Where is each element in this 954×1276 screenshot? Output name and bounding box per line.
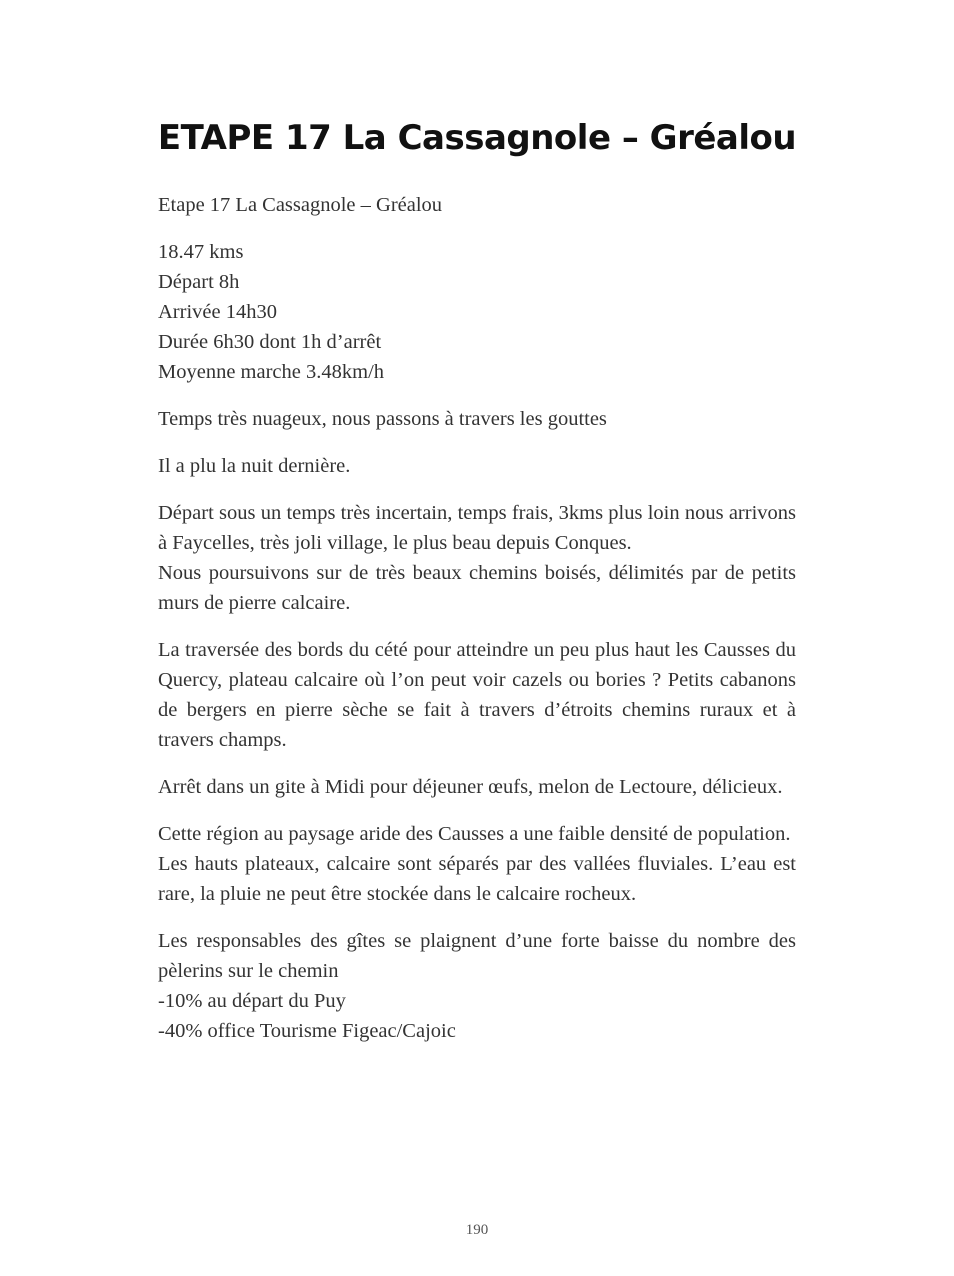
departure-text: Départ sous un temps très incertain, temps frais, 3kms plus loin nous arrivons à Faycelles, très joli village, le plus beau depuis Conques.: [158, 502, 796, 554]
rain-paragraph: Il a plu la nuit dernière.: [158, 455, 351, 477]
region-paragraph: [158, 819, 796, 909]
stats-paragraph: [158, 237, 796, 387]
woods-text: Nous poursuivons sur de très beaux chemins boisés, délimités par de petits murs de pierre calcaire.: [158, 562, 796, 614]
pilgrims-paragraph: [158, 926, 796, 1046]
stat-departure: Départ 8h: [158, 271, 240, 293]
lunch-paragraph: Arrêt dans un gite à Midi pour déjeuner œufs, melon de Lectoure, délicieux.: [158, 776, 783, 798]
pilgrims-text: Les responsables des gîtes se plaignent d’une forte baisse du nombre des pèlerins sur le chemin: [158, 930, 796, 982]
weather-paragraph: Temps très nuageux, nous passons à travers les gouttes: [158, 408, 607, 430]
stat-average-speed: Moyenne marche 3.48km/h: [158, 361, 385, 383]
stat-distance: 18.47 kms: [158, 241, 244, 263]
page-number: 190: [465, 1222, 489, 1238]
pilgrims-stat-figeac: -40% office Tourisme Figeac/Cajoic: [158, 1020, 456, 1042]
stat-arrival: Arrivée 14h30: [158, 301, 277, 323]
plateaus-text: Les hauts plateaux, calcaire sont séparés par des vallées fluviales. L’eau est rare, la pluie ne peut être stockée dans le calcaire rocheux.: [158, 853, 796, 905]
stat-duration: Durée 6h30 dont 1h d’arrêt: [158, 331, 382, 353]
body-text: [158, 190, 796, 1063]
departure-paragraph: [158, 498, 796, 618]
region-text: Cette région au paysage aride des Causses a une faible densité de population.: [158, 823, 791, 845]
page-title: ETAPE 17 La Cassagnole – Gréalou: [157, 118, 797, 158]
pilgrims-stat-puy: -10% au départ du Puy: [158, 990, 346, 1012]
causses-paragraph: La traversée des bords du cété pour atteindre un peu plus haut les Causses du Quercy, plateau calcaire où l’on peut voir cazels ou bories ? Petits cabanons de bergers en pierre sèche se fait à travers d’étroits chemins ruraux et à travers champs.: [158, 639, 796, 751]
subtitle-paragraph: Etape 17 La Cassagnole – Gréalou: [158, 194, 443, 216]
